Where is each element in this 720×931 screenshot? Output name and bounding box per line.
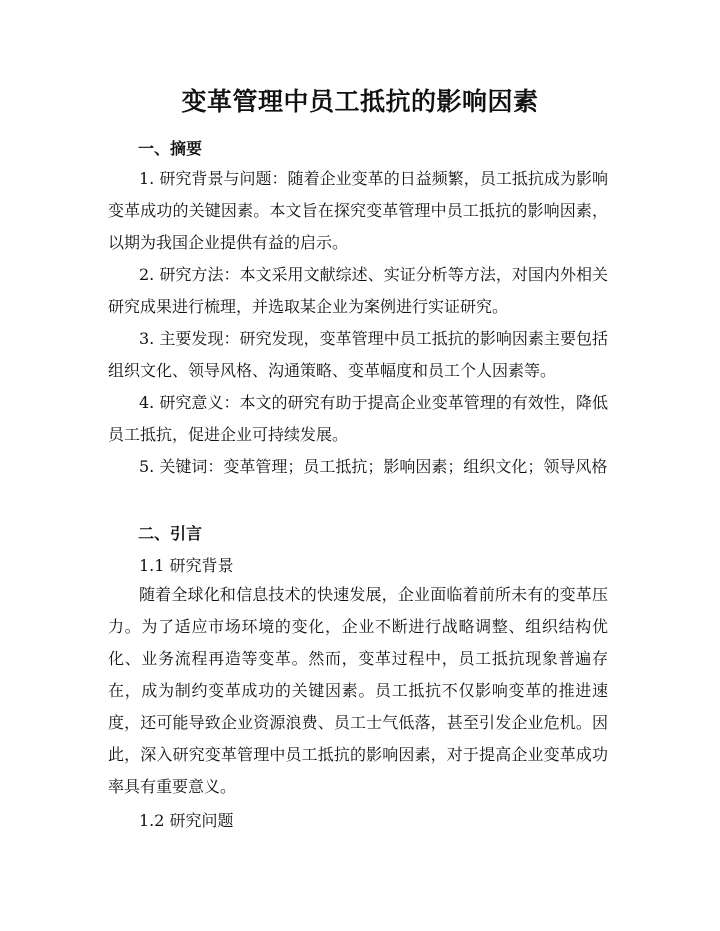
section-heading-abstract: 一、摘要 <box>138 139 203 158</box>
background-paragraph: 随着全球化和信息技术的快速发展，企业面临着前所未有的变革压力。为了适应市场环境的变化，企业不断进行战略调整、组织结构优化、业务流程再造等变革。然而，变革过程中，员工抵抗现象普遍存在，成为制约变革成功的关键因素。员工抵抗不仅影响变革的推进速度，还可能导致企业资源浪费、员工士气低落，甚至引发企业危机。因此，深入研究变革管理中员工抵抗的影响因素，对于提高企业变革成功率具有重要意义。 <box>108 585 608 796</box>
abstract-item-5: 5. 关键词：变革管理；员工抵抗；影响因素；组织文化；领导风格 <box>139 457 608 476</box>
abstract-item-2: 2. 研究方法：本文采用文献综述、实证分析等方法，对国内外相关研究成果进行梳理，并选取某企业为案例进行实证研究。 <box>108 265 608 316</box>
abstract-item-4: 4. 研究意义：本文的研究有助于提高企业变革管理的有效性，降低员工抵抗，促进企业可持续发展。 <box>108 393 608 444</box>
subsection-title-background: 1.1 研究背景 <box>139 556 234 575</box>
abstract-item-3: 3. 主要发现：研究发现，变革管理中员工抵抗的影响因素主要包括组织文化、领导风格、沟通策略、变革幅度和员工个人因素等。 <box>108 329 608 380</box>
section-heading-introduction: 二、引言 <box>138 524 203 543</box>
abstract-item-1: 1. 研究背景与问题：随着企业变革的日益频繁，员工抵抗成为影响变革成功的关键因素。本文旨在探究变革管理中员工抵抗的影响因素，以期为我国企业提供有益的启示。 <box>108 169 608 252</box>
subsection-title-research-question: 1.2 研究问题 <box>139 811 234 830</box>
document-title: 变革管理中员工抵抗的影响因素 <box>181 87 539 116</box>
